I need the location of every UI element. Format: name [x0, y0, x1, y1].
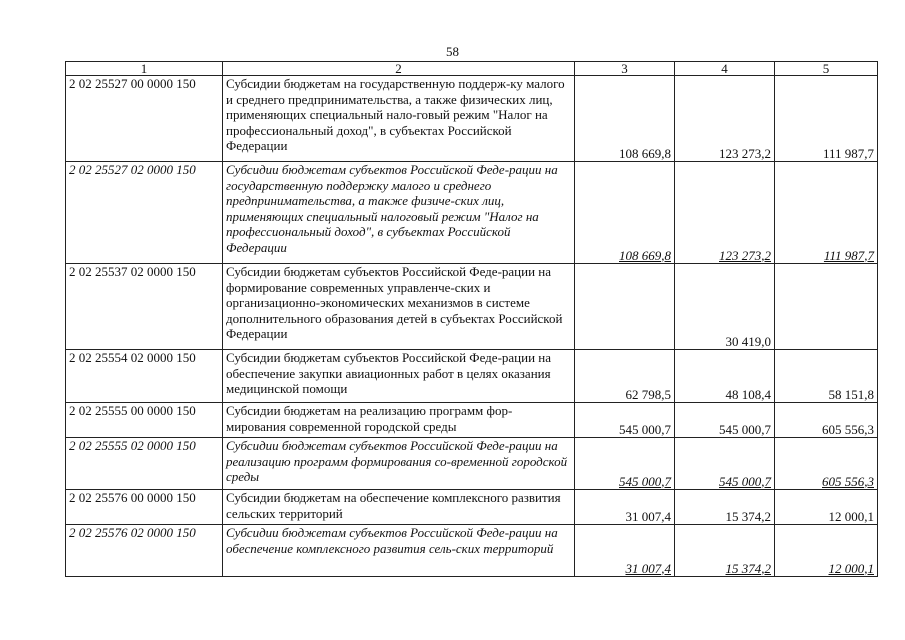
header-cell-1: 1	[66, 62, 223, 76]
value-cell-col4: 123 273,2	[675, 162, 775, 264]
table-row	[66, 438, 878, 490]
budget-table	[65, 61, 878, 577]
header-cell-4: 4	[675, 62, 775, 76]
code-cell: 2 02 25555 00 0000 150	[66, 403, 223, 438]
table-row	[66, 525, 878, 577]
value-cell-col5: 605 556,3	[775, 438, 878, 490]
header-cell-2: 2	[223, 62, 575, 76]
value-cell-col5: 111 987,7	[775, 76, 878, 162]
code-cell: 2 02 25554 02 0000 150	[66, 350, 223, 403]
description-cell: Субсидии бюджетам на государственную поддерж-ку малого и среднего предпринимательства, а также физических лиц, применяющих специальный нало-говый режим "Налог на профессиональный доход", в субъектах Российской Федерации	[223, 76, 575, 162]
table-row	[66, 76, 878, 162]
table-row	[66, 162, 878, 264]
description-cell: Субсидии бюджетам субъектов Российской Феде-рации на реализацию программ формирования со-временной городской среды	[223, 438, 575, 490]
description-cell: Субсидии бюджетам субъектов Российской Феде-рации на государственную поддержку малого и среднего предпринимательства, а также физиче-ских лиц, применяющих специальный налоговый режим "Налог на профессиональный доход", в субъектах Российской Федерации	[223, 162, 575, 264]
table-row	[66, 490, 878, 525]
table-row	[66, 403, 878, 438]
value-cell-col3: 31 007,4	[575, 525, 675, 577]
value-cell-col3: 545 000,7	[575, 403, 675, 438]
code-cell: 2 02 25576 02 0000 150	[66, 525, 223, 577]
value-cell-col5: 111 987,7	[775, 162, 878, 264]
value-cell-col4: 15 374,2	[675, 525, 775, 577]
value-cell-col4: 30 419,0	[675, 264, 775, 350]
code-cell: 2 02 25555 02 0000 150	[66, 438, 223, 490]
value-cell-col3: 31 007,4	[575, 490, 675, 525]
value-cell-col3: 62 798,5	[575, 350, 675, 403]
value-cell-col4: 545 000,7	[675, 438, 775, 490]
table-row	[66, 350, 878, 403]
value-cell-col4: 15 374,2	[675, 490, 775, 525]
description-cell: Субсидии бюджетам на обеспечение комплексного развития сельских территорий	[223, 490, 575, 525]
page-number: 58	[446, 44, 459, 59]
description-cell: Субсидии бюджетам на реализацию программ фор-мирования современной городской среды	[223, 403, 575, 438]
description-cell: Субсидии бюджетам субъектов Российской Феде-рации на обеспечение комплексного развития сель-ских территорий	[223, 525, 575, 577]
code-cell: 2 02 25527 00 0000 150	[66, 76, 223, 162]
header-row	[66, 62, 878, 76]
value-cell-col5: 58 151,8	[775, 350, 878, 403]
table-row	[66, 264, 878, 350]
value-cell-col4: 123 273,2	[675, 76, 775, 162]
value-cell-col5	[775, 264, 878, 350]
value-cell-col3: 108 669,8	[575, 76, 675, 162]
value-cell-col4: 48 108,4	[675, 350, 775, 403]
value-cell-col3: 545 000,7	[575, 438, 675, 490]
code-cell: 2 02 25576 00 0000 150	[66, 490, 223, 525]
value-cell-col5: 12 000,1	[775, 525, 878, 577]
code-cell: 2 02 25527 02 0000 150	[66, 162, 223, 264]
value-cell-col5: 605 556,3	[775, 403, 878, 438]
header-cell-5: 5	[775, 62, 878, 76]
description-cell: Субсидии бюджетам субъектов Российской Феде-рации на обеспечение закупки авиационных работ в целях оказания медицинской помощи	[223, 350, 575, 403]
description-cell: Субсидии бюджетам субъектов Российской Феде-рации на формирование современных управленче-ских и организационно-экономических механизмов в системе дополнительного образования детей в субъектах Российской Федерации	[223, 264, 575, 350]
code-cell: 2 02 25537 02 0000 150	[66, 264, 223, 350]
header-cell-3: 3	[575, 62, 675, 76]
value-cell-col4: 545 000,7	[675, 403, 775, 438]
value-cell-col5: 12 000,1	[775, 490, 878, 525]
value-cell-col3: 108 669,8	[575, 162, 675, 264]
value-cell-col3	[575, 264, 675, 350]
